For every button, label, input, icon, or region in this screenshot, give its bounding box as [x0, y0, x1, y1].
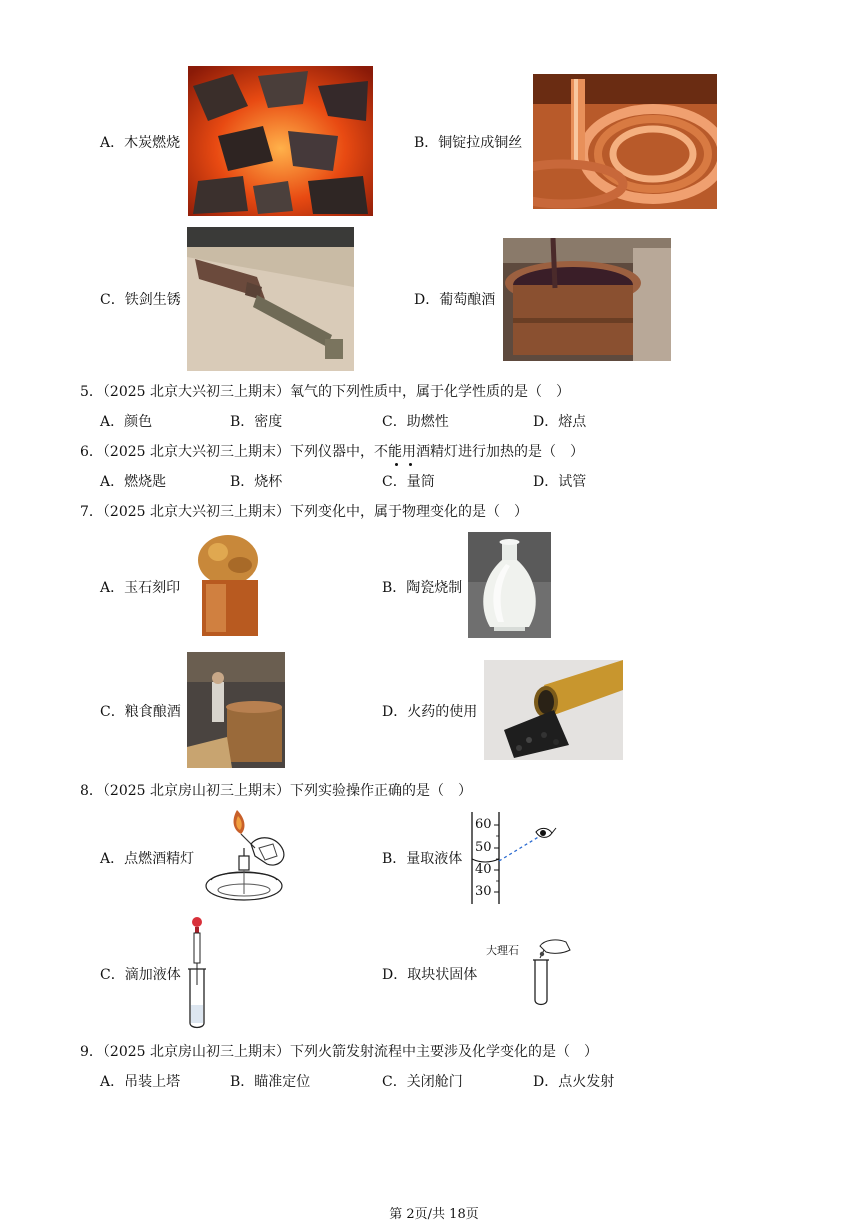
q8-stem: 8．（2025 北京房山初三上期末）下列实验操作正确的是（ ）: [80, 783, 472, 799]
emphasis-dot: [395, 463, 398, 466]
rusty-sword-photo: [187, 227, 354, 371]
q9-option-b: B．瞄准定位: [230, 1074, 311, 1090]
q6-option-c: C．量筒: [382, 474, 435, 490]
q4-option-b: B．铜锭拉成铜丝: [414, 135, 523, 151]
jade-seal-photo: [188, 530, 268, 640]
cylinder-tick-40: 40: [475, 862, 492, 877]
q5-option-b: B．密度: [230, 414, 283, 430]
q7-option-a: A．玉石刻印: [100, 580, 181, 596]
q5-option-d: D．熔点: [533, 414, 587, 430]
q5-option-a: A．颜色: [100, 414, 153, 430]
emphasis-dot: [409, 463, 412, 466]
cylinder-tick-30: 30: [475, 884, 492, 899]
q5-stem: 5．（2025 北京大兴初三上期末）氧气的下列性质中，属于化学性质的是（ ）: [80, 384, 570, 400]
q4-option-c: C．铁剑生锈: [100, 292, 181, 308]
q8-option-b: B．量取液体: [382, 851, 463, 867]
q7-stem: 7．（2025 北京大兴初三上期末）下列变化中，属于物理变化的是（ ）: [80, 504, 528, 520]
q9-option-a: A．吊装上塔: [100, 1074, 181, 1090]
q4-option-a: A．木炭燃烧: [100, 135, 181, 151]
copper-wire-photo: [533, 74, 717, 209]
lighting-alcohol-lamp-diagram: [203, 808, 287, 905]
page-number: 第 2页/共 18页: [389, 1207, 479, 1222]
q5-option-c: C．助燃性: [382, 414, 449, 430]
q8-option-c: C．滴加液体: [100, 967, 181, 983]
dropper-test-tube-diagram: [186, 915, 208, 1031]
q6-stem: 6．（2025 北京大兴初三上期末）下列仪器中，不能用酒精灯进行加热的是（ ）: [80, 444, 584, 460]
q6-option-a: A．燃烧匙: [100, 474, 167, 490]
grape-wine-photo: [503, 238, 671, 361]
q7-option-d: D．火药的使用: [382, 704, 478, 720]
q6-option-d: D．试管: [533, 474, 587, 490]
q9-stem: 9．（2025 北京房山初三上期末）下列火箭发射流程中主要涉及化学变化的是（ ）: [80, 1044, 598, 1060]
cylinder-tick-60: 60: [475, 817, 492, 832]
gunpowder-photo: [484, 660, 623, 760]
q8-option-d: D．取块状固体: [382, 967, 478, 983]
marble-label: 大理石: [486, 944, 519, 957]
q8-option-a: A．点燃酒精灯: [100, 851, 195, 867]
q7-option-c: C．粮食酿酒: [100, 704, 181, 720]
cylinder-tick-50: 50: [475, 840, 492, 855]
ceramic-vase-photo: [468, 532, 551, 638]
charcoal-burning-photo: [188, 66, 373, 216]
block-solid-test-tube-diagram: [522, 938, 572, 1008]
q4-option-d: D．葡萄酿酒: [414, 292, 496, 308]
q6-option-b: B．烧杯: [230, 474, 283, 490]
q9-option-c: C．关闭舱门: [382, 1074, 463, 1090]
q9-option-d: D．点火发射: [533, 1074, 615, 1090]
grain-wine-brewing-photo: [187, 652, 285, 768]
q7-option-b: B．陶瓷烧制: [382, 580, 463, 596]
